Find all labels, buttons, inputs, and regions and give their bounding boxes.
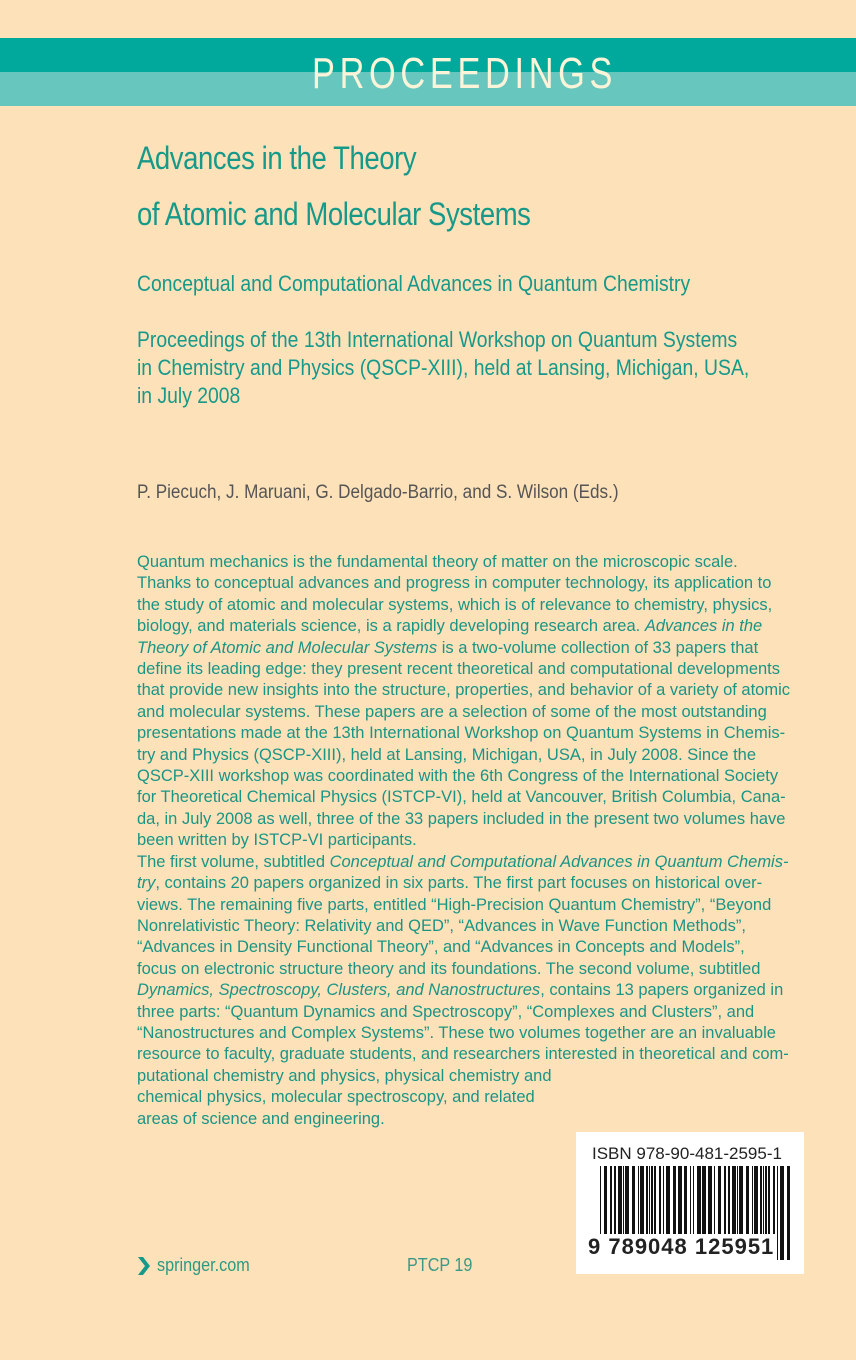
text-segment: presentations made at the 13th International Workshop on Quantum Systems in Chemis-	[137, 724, 786, 743]
body-line	[137, 937, 790, 958]
body-line	[137, 980, 790, 1001]
barcode-box	[576, 1132, 804, 1274]
body-line	[137, 959, 790, 980]
body-line	[137, 809, 790, 830]
series-code: PTCP 19	[407, 1255, 473, 1275]
series-label: PROCEEDINGS	[312, 49, 618, 98]
text-segment: try and Physics (QSCP-XIII), held at Lansing, Michigan, USA, in July 2008. Since the	[137, 745, 757, 764]
body-line	[137, 573, 790, 594]
barcode-bar	[780, 1166, 784, 1260]
text-segment: views. The remaining five parts, entitled “High-Precision Quantum Chemistry”, “Beyond	[137, 895, 772, 914]
italic-title: Advances in the	[644, 617, 763, 636]
chevron-right-icon	[137, 1257, 151, 1275]
text-segment: biology, and materials science, is a rapidly developing research area.	[137, 617, 645, 636]
body-line	[137, 787, 790, 808]
text-segment: resource to faculty, graduate students, and researchers interested in theoretical and com-	[137, 1045, 789, 1064]
text-segment: , contains 13 papers organized in	[540, 981, 784, 1000]
text-segment: the study of atomic and molecular systems, which is of relevance to chemistry, physics,	[137, 595, 773, 614]
body-line	[137, 852, 790, 873]
text-segment: da, in July 2008 as well, three of the 33 papers included in the present two volumes have	[137, 809, 786, 828]
body-line	[137, 702, 790, 723]
proceedings-line-3: in July 2008	[137, 383, 241, 408]
barcode-number: 9 789048 125951	[588, 1234, 775, 1259]
editors: P. Piecuch, J. Maruani, G. Delgado-Barrio, and S. Wilson (Eds.)	[137, 482, 619, 503]
text-segment: , contains 20 papers organized in six parts. The first part focuses on historical over-	[155, 874, 763, 893]
text-segment: is a two-volume collection of 33 papers that	[437, 638, 759, 657]
italic-title: Dynamics, Spectroscopy, Clusters, and Nanostructures	[137, 981, 541, 1000]
text-segment: The first volume, subtitled	[137, 852, 330, 871]
text-segment: Quantum mechanics is the fundamental theory of matter on the microscopic scale.	[137, 553, 738, 571]
text-segment: chemical physics, molecular spectroscopy, and related	[137, 1088, 535, 1107]
body-line	[137, 1109, 790, 1130]
text-segment: “Nanostructures and Complex Systems”. These two volumes together are an invaluable	[137, 1023, 776, 1042]
body-line	[137, 830, 790, 851]
book-subtitle: Conceptual and Computational Advances in Quantum Chemistry	[137, 271, 691, 296]
description-text	[137, 552, 790, 1130]
body-line	[137, 766, 790, 787]
text-segment: putational chemistry and physics, physical chemistry and	[137, 1066, 552, 1085]
isbn-text: ISBN 978-90-481-2595-1	[592, 1144, 782, 1163]
body-line	[137, 638, 790, 659]
proceedings-line-2: in Chemistry and Physics (QSCP-XIII), held at Lansing, Michigan, USA,	[137, 355, 750, 380]
text-segment: areas of science and engineering.	[137, 1109, 385, 1128]
barcode-bar	[787, 1166, 790, 1260]
body-line	[137, 1044, 790, 1065]
body-line	[137, 1002, 790, 1023]
text-segment: define its leading edge: they present recent theoretical and computational developments	[137, 660, 781, 679]
body-line	[137, 916, 790, 937]
body-line	[137, 873, 790, 894]
body-line	[137, 1066, 790, 1087]
text-segment: Thanks to conceptual advances and progress in computer technology, its application to	[137, 574, 772, 593]
body-line	[137, 1087, 790, 1108]
body-line	[137, 595, 790, 616]
text-segment: that provide new insights into the structure, properties, and behavior of a variety of atomic	[137, 681, 791, 700]
body-line	[137, 552, 790, 573]
book-title-line-1: Advances in the Theory	[137, 140, 417, 176]
body-line	[137, 1023, 790, 1044]
text-segment: and molecular systems. These papers are a selection of some of the most outstanding	[137, 702, 767, 721]
body-line	[137, 680, 790, 701]
body-line	[137, 616, 790, 637]
text-segment: been written by ISTCP-VI participants.	[137, 831, 417, 850]
italic-title: Theory of Atomic and Molecular Systems	[137, 638, 438, 657]
barcode-bar	[777, 1166, 778, 1260]
text-segment: for Theoretical Chemical Physics (ISTCP-VI), held at Vancouver, British Columbia, Cana-	[137, 788, 786, 807]
body-line	[137, 745, 790, 766]
text-segment: QSCP-XIII workshop was coordinated with the 6th Congress of the International Society	[137, 767, 779, 786]
italic-title: try	[137, 874, 156, 893]
body-line	[137, 659, 790, 680]
text-segment: three parts: “Quantum Dynamics and Spectroscopy”, “Complexes and Clusters”, and	[137, 1002, 755, 1021]
italic-title: Conceptual and Computational Advances in Quantum Chemis-	[329, 852, 789, 871]
text-segment: Nonrelativistic Theory: Relativity and QED”, “Advances in Wave Function Methods”,	[137, 916, 746, 935]
proceedings-line-1: Proceedings of the 13th International Workshop on Quantum Systems	[137, 327, 738, 352]
website-link[interactable]: springer.com	[157, 1255, 250, 1275]
book-title-line-2: of Atomic and Molecular Systems	[137, 196, 531, 232]
body-line	[137, 895, 790, 916]
text-segment: focus on electronic structure theory and its foundations. The second volume, subtitled	[137, 959, 761, 978]
body-line	[137, 723, 790, 744]
text-segment: “Advances in Density Functional Theory”, and “Advances in Concepts and Models”,	[137, 938, 745, 957]
